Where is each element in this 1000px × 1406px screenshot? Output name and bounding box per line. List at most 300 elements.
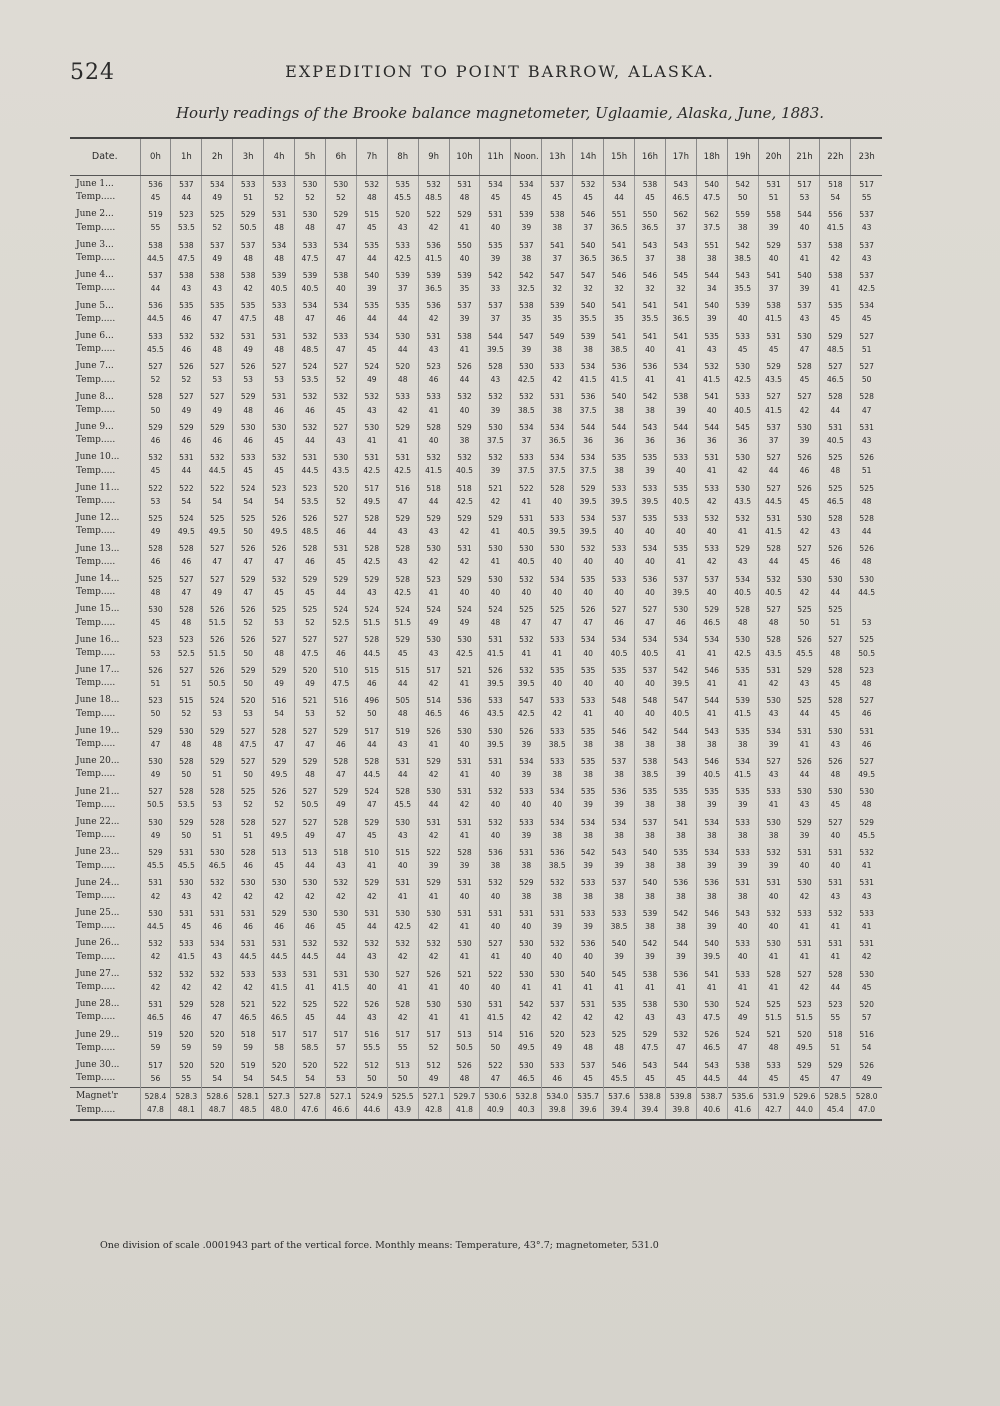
table-cell: 42: [387, 951, 418, 966]
table-cell: 38: [665, 920, 696, 935]
table-cell: 527: [202, 571, 233, 586]
table-cell: 537.6: [604, 1088, 635, 1104]
table-cell: 530: [542, 541, 573, 556]
table-cell: 41: [573, 708, 604, 723]
table-cell: 46.5: [511, 1072, 542, 1088]
table-cell: 39: [789, 434, 820, 449]
table-cell: 46: [233, 859, 264, 874]
table-cell: 38: [511, 859, 542, 874]
magnetometer-row: [70, 449, 882, 464]
table-cell: 38: [573, 738, 604, 753]
table-cell: 45: [635, 191, 666, 206]
table-cell: 47.5: [171, 252, 202, 267]
table-cell: 42: [480, 495, 511, 510]
table-cell: 42.5: [387, 920, 418, 935]
table-cell: 532: [140, 966, 171, 981]
table-cell: 520: [387, 358, 418, 373]
temperature-row: [70, 708, 882, 723]
table-cell: 42: [171, 981, 202, 996]
temperature-row: [70, 313, 882, 328]
table-cell: 529: [233, 206, 264, 221]
table-cell: 41: [727, 677, 758, 692]
table-cell: 40: [480, 920, 511, 935]
table-cell: 535: [604, 662, 635, 677]
table-cell: 45: [758, 1072, 789, 1088]
table-cell: 50: [233, 525, 264, 540]
table-cell: 524: [295, 358, 326, 373]
row-label: June 11...: [76, 482, 120, 493]
table-cell: 532: [356, 935, 387, 950]
table-cell: 532: [140, 935, 171, 950]
table-cell: 530: [511, 1057, 542, 1072]
table-cell: 48: [295, 768, 326, 783]
hour-column-header: 15h: [604, 138, 635, 176]
table-cell: 521: [449, 966, 480, 981]
table-cell: 533: [727, 328, 758, 343]
table-cell: 529: [387, 510, 418, 525]
table-cell: 529: [573, 480, 604, 495]
table-cell: 53: [140, 495, 171, 510]
table-cell: 44.5: [356, 647, 387, 662]
table-cell: 540: [696, 935, 727, 950]
table-cell: 43: [727, 556, 758, 571]
table-cell: 43.9: [387, 1103, 418, 1119]
table-cell: 37.5: [573, 404, 604, 419]
table-cell: 530: [295, 176, 326, 192]
table-cell: 528: [295, 541, 326, 556]
row-label: Temp.....: [76, 526, 116, 537]
table-cell: 535: [604, 449, 635, 464]
table-cell: 40.5: [696, 768, 727, 783]
table-cell: 510: [325, 662, 356, 677]
table-cell: 531: [418, 328, 449, 343]
table-cell: 536: [542, 844, 573, 859]
table-cell: 40: [511, 799, 542, 814]
page-number: 524: [70, 60, 115, 85]
table-cell: 51.5: [202, 647, 233, 662]
table-cell: 46: [233, 920, 264, 935]
table-cell: 536: [696, 875, 727, 890]
table-cell: 53: [233, 373, 264, 388]
table-cell: 524: [356, 358, 387, 373]
table-cell: 536: [665, 875, 696, 890]
table-cell: 529: [171, 814, 202, 829]
table-cell: 55: [820, 1011, 851, 1026]
temperature-row: [70, 252, 882, 267]
table-cell: 544: [665, 723, 696, 738]
table-cell: 523: [264, 480, 295, 495]
hour-column-header: 21h: [789, 138, 820, 176]
table-cell: 537: [542, 176, 573, 192]
table-cell: 39.6: [573, 1103, 604, 1119]
table-cell: 44.5: [202, 465, 233, 480]
table-cell: 40: [480, 586, 511, 601]
table-cell: 549: [542, 328, 573, 343]
table-cell: 531: [202, 905, 233, 920]
table-cell: 526: [696, 1027, 727, 1042]
table-cell: 530: [140, 753, 171, 768]
hour-column-header: 0h: [140, 138, 171, 176]
table-cell: 39: [696, 859, 727, 874]
table-cell: 530: [851, 966, 882, 981]
table-cell: 39.5: [480, 738, 511, 753]
table-cell: 530: [387, 328, 418, 343]
table-cell: 40: [480, 222, 511, 237]
table-cell: 45: [511, 191, 542, 206]
table-cell: 53: [233, 708, 264, 723]
table-cell: 532: [573, 541, 604, 556]
table-cell: 48.5: [295, 343, 326, 358]
hour-column-header: 9h: [418, 138, 449, 176]
table-cell: 51.5: [758, 1011, 789, 1026]
temperature-row: [70, 556, 882, 571]
row-label: June 20...: [76, 756, 120, 767]
table-cell: 48.5: [820, 343, 851, 358]
table-cell: 533: [727, 844, 758, 859]
table-cell: 534: [202, 935, 233, 950]
table-cell: 35.5: [727, 282, 758, 297]
table-cell: 38: [727, 738, 758, 753]
table-cell: 39: [727, 859, 758, 874]
table-cell: 533: [325, 328, 356, 343]
table-cell: 48.0: [264, 1103, 295, 1119]
table-cell: 38: [573, 829, 604, 844]
table-cell: 528: [325, 753, 356, 768]
table-cell: 535: [665, 541, 696, 556]
table-cell: 546: [604, 1057, 635, 1072]
table-cell: 530: [758, 692, 789, 707]
table-cell: 42: [449, 525, 480, 540]
table-cell: 527.1: [325, 1088, 356, 1104]
table-cell: 42: [387, 1011, 418, 1026]
table-cell: 522: [480, 966, 511, 981]
table-cell: 47: [511, 616, 542, 631]
table-cell: 48: [851, 799, 882, 814]
table-cell: 54: [851, 1042, 882, 1057]
table-cell: 531: [449, 905, 480, 920]
table-cell: 515: [387, 662, 418, 677]
table-cell: 538: [171, 237, 202, 252]
table-cell: 48: [851, 556, 882, 571]
table-cell: 40: [387, 859, 418, 874]
table-cell: 531: [264, 389, 295, 404]
table-cell: 32: [635, 282, 666, 297]
table-cell: 542: [635, 935, 666, 950]
table-cell: 52.5: [325, 616, 356, 631]
table-cell: 544: [573, 419, 604, 434]
table-cell: 47: [325, 222, 356, 237]
table-cell: 529: [449, 510, 480, 525]
hour-column-header: 8h: [387, 138, 418, 176]
table-cell: 41: [573, 981, 604, 996]
table-cell: 43: [789, 677, 820, 692]
hour-column-header: 22h: [820, 138, 851, 176]
table-cell: 531: [789, 844, 820, 859]
table-cell: 44: [356, 738, 387, 753]
table-cell: 551: [604, 206, 635, 221]
table-cell: 527: [820, 814, 851, 829]
table-cell: 45: [264, 859, 295, 874]
magnetometer-row: [70, 419, 882, 434]
table-cell: 41.5: [264, 981, 295, 996]
table-cell: 519: [140, 206, 171, 221]
table-cell: 539: [573, 328, 604, 343]
table-cell: 48: [171, 738, 202, 753]
table-cell: 39: [480, 465, 511, 480]
table-cell: 49.5: [789, 1042, 820, 1057]
table-cell: 531: [264, 328, 295, 343]
table-cell: 531: [480, 753, 511, 768]
table-cell: 527: [264, 632, 295, 647]
table-cell: 527: [604, 601, 635, 616]
temperature-row: [70, 890, 882, 905]
table-cell: 525: [233, 784, 264, 799]
table-cell: 531: [820, 419, 851, 434]
table-cell: 41: [635, 981, 666, 996]
table-cell: 54.5: [264, 1072, 295, 1088]
table-cell: 516: [264, 692, 295, 707]
table-cell: 45: [573, 1072, 604, 1088]
table-cell: 43.5: [480, 708, 511, 723]
table-cell: 45.5: [140, 343, 171, 358]
table-cell: 529: [295, 571, 326, 586]
table-cell: 40.5: [635, 647, 666, 662]
table-cell: 530: [851, 571, 882, 586]
table-cell: 36.5: [665, 313, 696, 328]
table-cell: 533: [696, 480, 727, 495]
table-cell: 50.5: [295, 799, 326, 814]
magnetometer-row: [70, 692, 882, 707]
table-cell: 35: [542, 313, 573, 328]
table-cell: 529: [418, 753, 449, 768]
table-cell: 48: [851, 677, 882, 692]
table-cell: 528: [387, 784, 418, 799]
table-cell: 39: [758, 222, 789, 237]
table-cell: 532: [449, 389, 480, 404]
temperature-row: [70, 343, 882, 358]
table-cell: 533: [758, 784, 789, 799]
table-cell: 44.5: [140, 313, 171, 328]
table-cell: 47: [264, 556, 295, 571]
table-cell: 42.7: [758, 1103, 789, 1119]
table-cell: 48: [387, 373, 418, 388]
table-cell: 38: [635, 920, 666, 935]
table-cell: 32.5: [511, 282, 542, 297]
table-cell: 517: [418, 1027, 449, 1042]
temperature-row: [70, 404, 882, 419]
table-cell: 39.5: [696, 951, 727, 966]
table-cell: 512: [418, 1057, 449, 1072]
table-cell: 527: [820, 358, 851, 373]
table-cell: 45: [542, 191, 573, 206]
table-cell: 534: [573, 632, 604, 647]
row-label: June 1...: [76, 179, 114, 190]
table-cell: 521: [758, 1027, 789, 1042]
table-cell: 41: [511, 981, 542, 996]
table-cell: 42: [696, 495, 727, 510]
table-cell: 50: [387, 1072, 418, 1088]
table-cell: 513: [449, 1027, 480, 1042]
table-cell: 44: [387, 313, 418, 328]
table-cell: 530: [789, 875, 820, 890]
table-cell: 41: [665, 556, 696, 571]
table-cell: 40: [573, 647, 604, 662]
table-cell: 41: [665, 647, 696, 662]
table-cell: 46: [171, 556, 202, 571]
table-cell: 52: [140, 373, 171, 388]
table-cell: 42: [727, 465, 758, 480]
table-cell: 525: [140, 510, 171, 525]
hour-column-header: 23h: [851, 138, 882, 176]
table-cell: 522: [325, 996, 356, 1011]
table-cell: 46: [140, 434, 171, 449]
table-cell: 42: [449, 799, 480, 814]
table-cell: 35: [449, 282, 480, 297]
table-cell: 531: [295, 966, 326, 981]
table-cell: 531: [696, 449, 727, 464]
temperature-row: [70, 647, 882, 662]
table-cell: 43: [325, 434, 356, 449]
table-cell: 531: [789, 935, 820, 950]
table-cell: 44.5: [140, 920, 171, 935]
table-cell: 536: [573, 935, 604, 950]
table-cell: 531: [480, 905, 511, 920]
table-cell: 42: [202, 890, 233, 905]
table-cell: 516: [851, 1027, 882, 1042]
table-cell: 526: [449, 358, 480, 373]
table-cell: 44: [387, 768, 418, 783]
table-cell: 526: [511, 723, 542, 738]
table-cell: 38: [480, 859, 511, 874]
table-cell: 529: [449, 571, 480, 586]
table-cell: 45: [356, 829, 387, 844]
row-label: June 4...: [76, 270, 114, 281]
table-cell: 532.8: [511, 1088, 542, 1104]
table-cell: 510: [356, 844, 387, 859]
table-cell: 47: [789, 343, 820, 358]
table-cell: 533: [542, 723, 573, 738]
table-cell: 51.5: [789, 1011, 820, 1026]
table-cell: 527.1: [418, 1088, 449, 1104]
table-cell: 42: [387, 404, 418, 419]
table-cell: 38.5: [511, 404, 542, 419]
table-cell: 42: [789, 404, 820, 419]
table-cell: 531: [295, 449, 326, 464]
table-cell: 41.8: [449, 1103, 480, 1119]
table-cell: 526: [264, 541, 295, 556]
table-cell: 530: [418, 996, 449, 1011]
table-cell: 529: [202, 723, 233, 738]
table-cell: 531: [480, 206, 511, 221]
table-cell: 45.5: [387, 191, 418, 206]
table-cell: 534: [542, 419, 573, 434]
table-cell: 529: [264, 753, 295, 768]
table-cell: 45: [264, 586, 295, 601]
table-cell: 39: [511, 738, 542, 753]
table-cell: 522: [325, 1057, 356, 1072]
table-cell: 40: [542, 951, 573, 966]
table-cell: 531: [387, 875, 418, 890]
table-cell: 45: [789, 373, 820, 388]
table-cell: 49: [202, 586, 233, 601]
table-cell: 39.5: [542, 525, 573, 540]
table-cell: 528.1: [233, 1088, 264, 1104]
table-cell: 520: [295, 662, 326, 677]
table-cell: 527: [325, 358, 356, 373]
table-cell: 38: [604, 768, 635, 783]
table-cell: 531: [727, 875, 758, 890]
table-cell: 522: [418, 206, 449, 221]
row-label: June 14...: [76, 573, 120, 584]
table-cell: 38: [665, 252, 696, 267]
temperature-row: [70, 434, 882, 449]
table-cell: 529: [635, 1027, 666, 1042]
table-cell: 40.5: [665, 495, 696, 510]
table-cell: 46: [851, 738, 882, 753]
table-cell: 40: [573, 586, 604, 601]
table-cell: 526: [480, 662, 511, 677]
table-cell: 41.5: [418, 465, 449, 480]
table-cell: 41: [604, 981, 635, 996]
table-cell: 534: [573, 449, 604, 464]
table-cell: 38: [696, 252, 727, 267]
table-cell: 44: [295, 859, 326, 874]
table-cell: 53.5: [171, 799, 202, 814]
table-cell: 530: [820, 723, 851, 738]
table-cell: 530: [387, 814, 418, 829]
table-cell: 49.5: [171, 525, 202, 540]
table-cell: 534: [480, 176, 511, 192]
table-cell: 534: [635, 541, 666, 556]
table-cell: 44.5: [233, 951, 264, 966]
table-cell: 40: [449, 252, 480, 267]
table-cell: 540: [573, 237, 604, 252]
table-cell: 522: [418, 844, 449, 859]
table-cell: 47: [140, 738, 171, 753]
table-cell: 525: [202, 206, 233, 221]
table-cell: 530: [789, 571, 820, 586]
table-cell: 38: [696, 829, 727, 844]
table-cell: 51.5: [202, 616, 233, 631]
table-cell: 518: [449, 480, 480, 495]
table-cell: 41.5: [325, 981, 356, 996]
table-cell: 49: [295, 829, 326, 844]
table-cell: 527: [202, 389, 233, 404]
table-cell: 42: [325, 890, 356, 905]
table-cell: 533: [295, 237, 326, 252]
table-cell: 537: [696, 571, 727, 586]
table-cell: 532: [295, 935, 326, 950]
table-cell: 536: [449, 692, 480, 707]
table-cell: 47.5: [696, 191, 727, 206]
table-cell: 543: [635, 1057, 666, 1072]
table-cell: 41: [696, 465, 727, 480]
table-cell: 38.5: [635, 768, 666, 783]
magnetometer-row: [70, 966, 882, 981]
table-cell: 48: [758, 1042, 789, 1057]
table-cell: 533: [511, 449, 542, 464]
table-cell: 544: [604, 419, 635, 434]
row-label: Temp.....: [76, 192, 116, 203]
table-cell: 533: [542, 358, 573, 373]
table-cell: 539: [542, 298, 573, 313]
table-cell: 44: [727, 1072, 758, 1088]
table-cell: 43: [665, 1011, 696, 1026]
table-cell: 41.5: [418, 252, 449, 267]
table-cell: 41: [727, 525, 758, 540]
table-cell: 513: [295, 844, 326, 859]
table-cell: 37: [387, 282, 418, 297]
